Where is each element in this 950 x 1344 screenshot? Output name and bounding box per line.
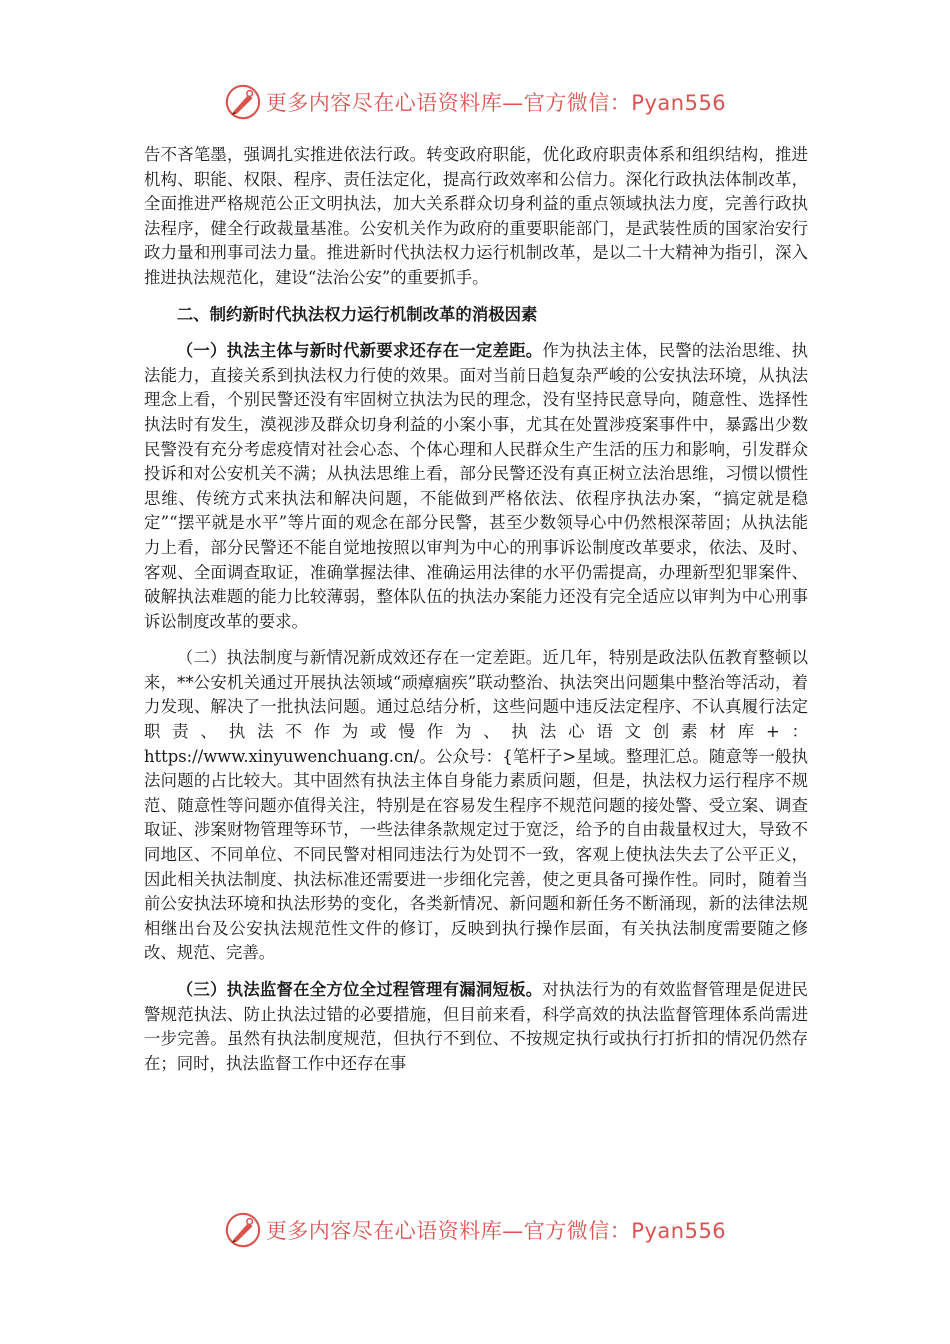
- paragraph-text: （二）执法制度与新情况新成效还存在一定差距。近几年，特别是政法队伍教育整顿以来，**公安机关通过开展执法领域“顽瘴痼疾”联动整治、执法突出问题集中整治等活动，着力发现、解决了一批执法问题。通过总结分析，这些问题中违反法定程序、不认真履行法定职责、执法不作为或慢作为、执法心语文创素材库+：https://www.xinyuwenchuang.cn/。公众号：{笔杆子>星域。整理汇总。随意等一般执法问题的占比较大。其中固然有执法主体自身能力素质问题，但是，执法权力运行程序不规范、随意性等问题亦值得关注，特别是在容易发生程序不规范问题的接处警、受立案、调查取证、涉案财物管理等环节，一些法律条款规定过于宽泛，给予的自由裁量权过大，导致不同地区、不同单位、不同民警对相同违法行为处罚不一致，客观上使执法失去了公平正义，因此相关执法制度、执法标准还需要进一步细化完善，使之更具备可操作性。同时，随着当前公安执法环境和执法形势的变化，各类新情况、新问题和新任务不断涌现，新的法律法规相继出台及公安执法规范性文件的修订，反映到执行操作层面，有关执法制度需要随之修改、规范、完善。: [144, 648, 808, 963]
- section-heading: 二、制约新时代执法权力运行机制改革的消极因素: [176, 304, 538, 324]
- paragraph-1: [144, 143, 808, 291]
- paragraph-4: [144, 978, 808, 1076]
- footer-banner: [0, 1208, 950, 1252]
- paragraph-2: [144, 339, 808, 634]
- banner-text: 更多内容尽在心语资料库—官方微信：Pyan556: [265, 1219, 727, 1243]
- paragraph-text: 作为执法主体，民警的法治思维、执法能力，直接关系到执法权力行使的效果。面对当前日趋复杂严峻的公安执法环境，从执法理念上看，个别民警还没有牢固树立执法为民的理念，没有坚持民意导向，随意性、选择性执法时有发生，漠视涉及群众切身利益的小案小事，尤其在处置涉疫案事件中，暴露出少数民警没有充分考虑疫情对社会心态、个体心理和人民群众生产生活的压力和影响，引发群众投诉和对公安机关不满；从执法思维上看，部分民警还没有真正树立法治思维，习惯以惯性思维、传统方式来执法和解决问题，不能做到严格依法、依程序执法办案，“搞定就是稳定”“摆平就是水平”等片面的观念在部分民警，甚至少数领导心中仍然根深蒂固；从执法能力上看，部分民警还不能自觉地按照以审判为中心的刑事诉讼制度改革要求，依法、及时、客观、全面调查取证，准确掌握法律、准确运用法律的水平仍需提高，办理新型犯罪案件、破解执法难题的能力比较薄弱，整体队伍的执法办案能力还没有完全适应以审判为中心刑事诉讼制度改革的要求。: [144, 341, 809, 631]
- paragraph-lead: （一）执法主体与新时代新要求还存在一定差距。: [176, 341, 543, 361]
- paragraph-text: 对执法行为的有效监督管理是促进民警规范执法、防止执法过错的必要措施，但目前来看，科学高效的执法监督管理体系尚需进一步完善。虽然有执法制度规范，但执行不到位、不按规定执行或执行打折扣的情况仍然存在；同时，执法监督工作中还存在事: [144, 980, 809, 1073]
- pen-logo-icon: [224, 83, 262, 121]
- paragraph-text: 告不吝笔墨，强调扎实推进依法行政。转变政府职能，优化政府职责体系和组织结构，推进机构、职能、权限、程序、责任法定化，提高行政效率和公信力。深化行政执法体制改革，全面推进严格规范公正文明执法，加大关系群众切身利益的重点领域执法力度，完善行政执法程序，健全行政裁量基准。公安机关作为政府的重要职能部门，是武装性质的国家治安行政力量和刑事司法力量。推进新时代执法权力运行机制改革，是以二十大精神为指引，深入推进执法规范化，建设“法治公安”的重要抓手。: [144, 145, 808, 287]
- banner-text: 更多内容尽在心语资料库—官方微信：Pyan556: [265, 91, 727, 115]
- paragraph-lead: （三）执法监督在全方位全过程管理有漏洞短板。: [176, 980, 543, 999]
- pen-logo-icon: [224, 1211, 262, 1249]
- document-body: [144, 143, 808, 1076]
- paragraph-3: [144, 646, 808, 966]
- header-banner: [0, 80, 950, 124]
